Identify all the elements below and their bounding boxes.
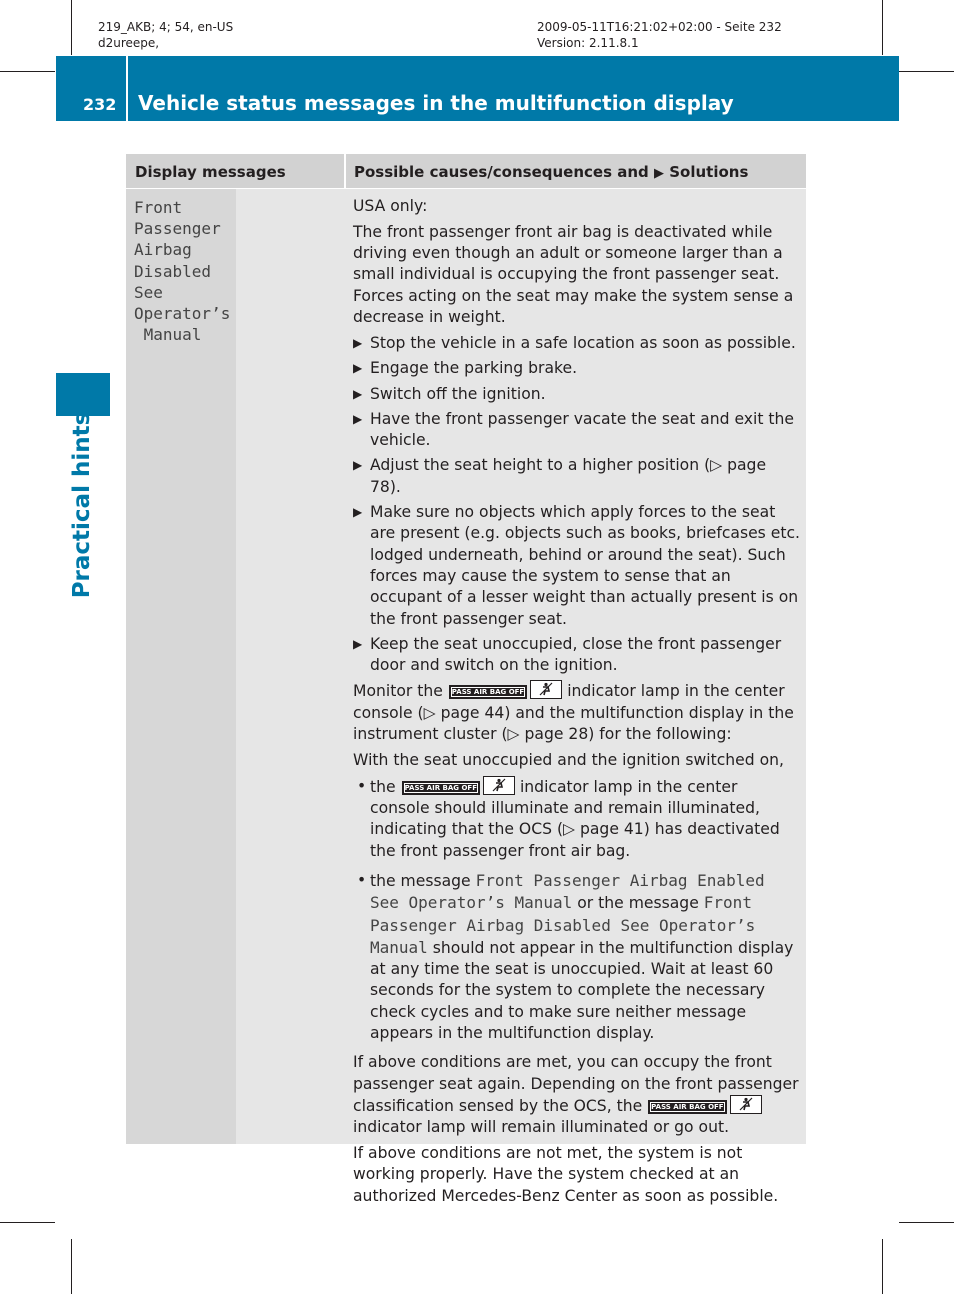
solution-step — [353, 384, 800, 405]
step-text: Stop the vehicle in a safe location as soon as possible. — [370, 333, 796, 352]
table-header-divider — [344, 154, 346, 188]
step-arrow-icon: ▶ — [353, 361, 363, 376]
solution-step — [353, 455, 800, 498]
table-header — [126, 154, 806, 188]
bullet-text: indicator lamp in the center console should illuminate and remain illuminated, indicating that the OCS (▷ page 41) has deactivated the front passenger front air bag. — [370, 777, 780, 860]
pass-airbag-off-badge: PASS AIR BAG OFF — [648, 1100, 726, 1114]
conditions-met-suffix: indicator lamp will remain illuminated or go out. — [353, 1118, 730, 1137]
solution-step — [353, 502, 800, 630]
crop-mark — [0, 71, 55, 72]
solution-step — [353, 409, 800, 452]
step-text: Have the front passenger vacate the seat and exit the vehicle. — [370, 409, 795, 450]
conditions-met-prefix: If above conditions are met, you can occupy the front passenger seat again. Depending on the front passenger classification sensed by the OCS, the — [353, 1053, 799, 1115]
step-text: Make sure no objects which apply forces to the seat are present (e.g. objects such as books, briefcases etc. lodged underneath, behind or around the seat). Such forces may cause the system to sense that an occupant of a lesser weight than actually present is on the front passenger seat. — [370, 503, 800, 628]
bullet-marker: • — [357, 776, 367, 795]
solution-arrow-icon: ▶ — [654, 166, 665, 181]
step-arrow-icon: ▶ — [353, 505, 363, 520]
solution-step — [353, 358, 800, 379]
message-line: Airbag — [134, 240, 192, 260]
crop-mark — [71, 0, 72, 55]
monitor-paragraph — [353, 680, 800, 745]
print-header-file: 219_AKB; 4; 54, en-US — [98, 20, 234, 34]
solution-step — [353, 333, 800, 354]
bullet-text: or the message — [577, 894, 699, 913]
step-text: Switch off the ignition. — [370, 384, 546, 403]
step-arrow-icon: ▶ — [353, 458, 363, 473]
passenger-airbag-off-icon — [483, 776, 515, 795]
bullet-text: the — [370, 777, 396, 796]
column-header-causes-solutions — [354, 163, 748, 181]
table-cell-spacer — [236, 189, 345, 1144]
monitor-prefix: Monitor the — [353, 682, 443, 701]
solution-step — [353, 634, 800, 677]
banner-divider — [126, 56, 128, 121]
chapter-side-label: Practical hints — [69, 411, 95, 599]
page-title: Vehicle status messages in the multifunction display — [138, 91, 734, 115]
crop-mark — [882, 1239, 883, 1294]
print-header-timestamp: 2009-05-11T16:21:02+02:00 - Seite 232 — [537, 20, 782, 34]
pass-airbag-off-badge: PASS AIR BAG OFF — [402, 781, 480, 795]
crop-mark — [899, 1222, 954, 1223]
print-header-code: d2ureepe, — [98, 36, 160, 50]
page-number: 232 — [83, 95, 117, 114]
crop-mark — [71, 1239, 72, 1294]
message-line: Operator’s — [134, 304, 231, 324]
step-arrow-icon: ▶ — [353, 411, 363, 426]
title-banner — [56, 56, 899, 121]
condition-bullet — [353, 870, 800, 1044]
crop-mark — [899, 71, 954, 72]
crop-mark — [0, 1222, 55, 1223]
usa-only-note: USA only: — [353, 197, 428, 215]
conditions-not-met-paragraph: If above conditions are not met, the system is not working properly. Have the system checked at an authorized Mercedes-Benz Center as soon as possible. — [353, 1144, 779, 1205]
message-line: Front — [134, 198, 183, 217]
column-header-display-messages: Display messages — [135, 163, 286, 181]
cause-paragraph: The front passenger front air bag is deactivated while driving even though an adult or someone larger than a small individual is occupying the front passenger seat. Forces acting on the seat may make the system sense a decrease in weight. — [353, 222, 794, 327]
message-line: See — [134, 282, 163, 302]
print-header-right — [537, 19, 782, 51]
seat-unoccupied-paragraph: With the seat unoccupied and the ignition switched on, — [353, 750, 784, 769]
column-header-suffix: Solutions — [669, 163, 749, 181]
message-line: Disabled — [134, 261, 212, 281]
solutions-content — [353, 196, 800, 1212]
bullet-marker: • — [357, 870, 367, 889]
monitor-suffix: indicator lamp in the center console (▷ page 44) and the multifunction display in the instrument cluster (▷ page 28) for the following: — [353, 682, 794, 744]
display-message-disabled: Front Passenger Airbag Disabled See Operator’s Manual — [370, 893, 756, 957]
step-arrow-icon: ▶ — [353, 386, 363, 401]
print-header-version: Version: 2.11.8.1 — [537, 36, 639, 50]
message-line: Manual — [134, 325, 202, 345]
print-header-left — [98, 19, 233, 51]
step-text: Engage the parking brake. — [370, 359, 578, 378]
crop-mark — [882, 0, 883, 55]
pass-airbag-off-badge: PASS AIR BAG OFF — [449, 685, 527, 699]
display-message-enabled: Front Passenger Airbag Enabled See Operator’s Manual — [370, 870, 765, 913]
step-arrow-icon: ▶ — [353, 636, 363, 651]
column-header-prefix: Possible causes/consequences and — [354, 163, 649, 181]
bullet-text: should not appear in the multifunction display at any time the seat is unoccupied. Wait at least 60 seconds for the system to complete the necessary check cycles and to make sure neither message appears in the multifunction display. — [370, 938, 794, 1043]
step-text: Adjust the seat height to a higher position (▷ page 78). — [370, 456, 767, 496]
bullet-text: the message — [370, 871, 471, 890]
display-message-text — [134, 197, 234, 345]
message-line: Passenger — [134, 219, 221, 239]
passenger-airbag-off-icon — [530, 680, 562, 699]
step-text: Keep the seat unoccupied, close the front passenger door and switch on the ignition. — [370, 634, 782, 675]
step-arrow-icon: ▶ — [353, 335, 363, 350]
chapter-tab-marker — [56, 373, 110, 416]
passenger-airbag-off-icon — [730, 1095, 762, 1114]
condition-bullet — [353, 776, 800, 862]
conditions-met-paragraph — [353, 1052, 800, 1138]
